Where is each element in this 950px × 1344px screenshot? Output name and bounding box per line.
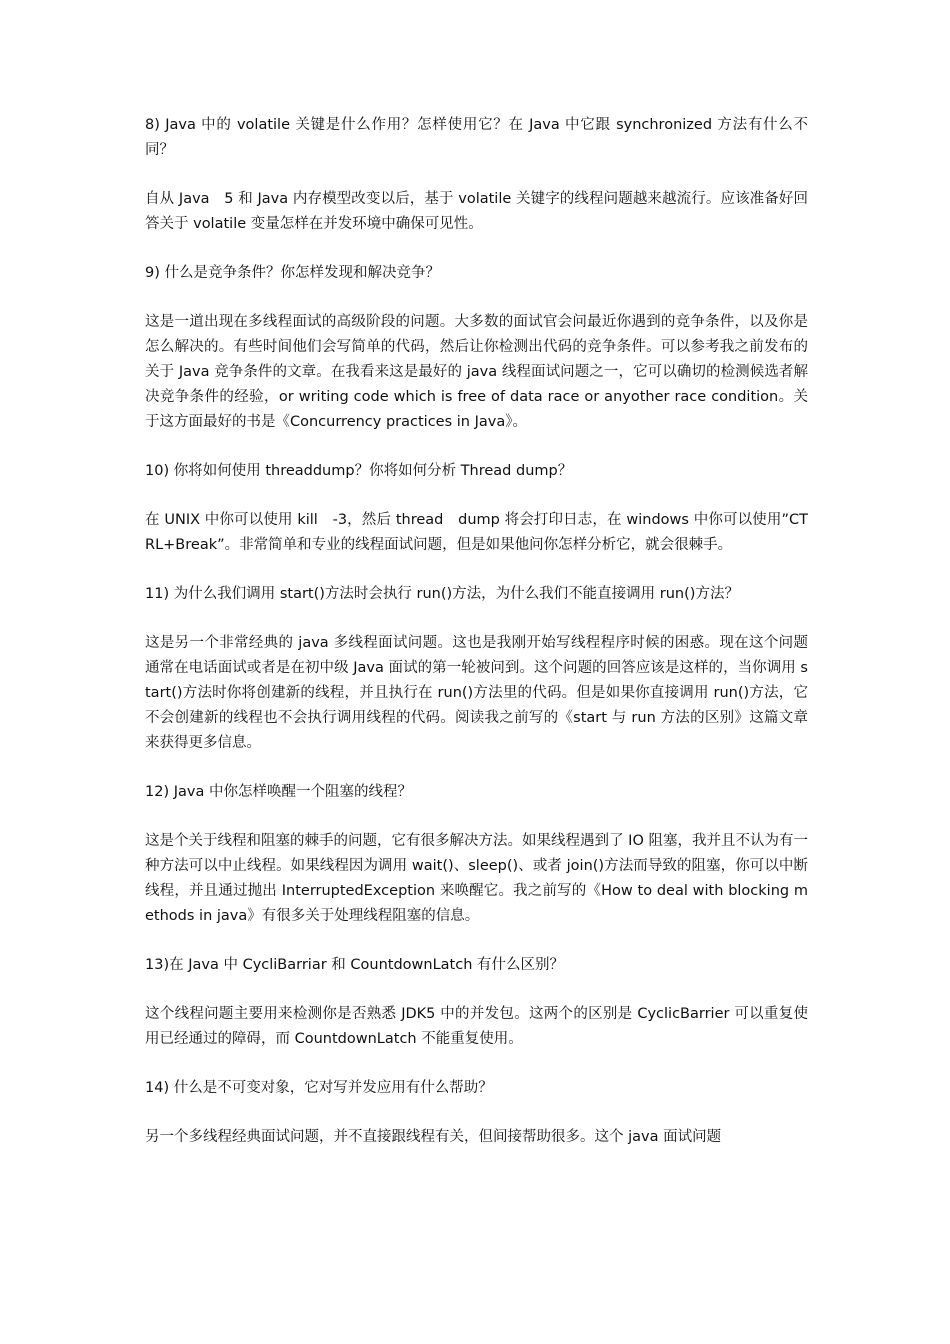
answer-11: 这是另一个非常经典的 java 多线程面试问题。这也是我刚开始写线程程序时候的困惑。现在这个问题通常在电话面试或者是在初中级 Java 面试的第一轮被问到。这个问题的回答应该是这样的，当你调用 start()方法时你将创建新的线程，并且执行在 run()方法里的代码。但是如果你直接调用 run()方法，它不会创建新的线程也不会执行调用线程的代码。阅读我之前写的《start 与 run 方法的区别》这篇文章来获得更多信息。 — [145, 635, 808, 751]
answer-13: 这个线程问题主要用来检测你是否熟悉 JDK5 中的并发包。这两个的区别是 CyclicBarrier 可以重复使用已经通过的障碍，而 CountdownLatch 不能重复使用。 — [145, 1006, 808, 1047]
question-11: 11) 为什么我们调用 start()方法时会执行 run()方法，为什么我们不能直接调用 run()方法？ — [145, 586, 739, 602]
question-8: 8) Java 中的 volatile 关键是什么作用？怎样使用它？在 Java 中它跟 synchronized 方法有什么不同？ — [145, 117, 808, 158]
answer-14: 另一个多线程经典面试问题，并不直接跟线程有关，但间接帮助很多。这个 java 面试问题 — [145, 1129, 722, 1145]
question-10: 10) 你将如何使用 threaddump？你将如何分析 Thread dump？ — [145, 463, 573, 479]
question-13: 13)在 Java 中 CycliBarriar 和 CountdownLatch 有什么区别？ — [145, 957, 564, 973]
question-12: 12) Java 中你怎样唤醒一个阻塞的线程？ — [145, 784, 412, 800]
document-body — [145, 113, 808, 1174]
answer-8: 自从 Java 5 和 Java 内存模型改变以后，基于 volatile 关键字的线程问题越来越流行。应该准备好回答关于 volatile 变量怎样在并发环境中确保可见性。 — [145, 191, 808, 232]
question-9: 9) 什么是竞争条件？你怎样发现和解决竞争？ — [145, 265, 440, 281]
question-14: 14) 什么是不可变对象，它对写并发应用有什么帮助？ — [145, 1080, 493, 1096]
answer-12: 这是个关于线程和阻塞的棘手的问题，它有很多解决方法。如果线程遇到了 IO 阻塞，我并且不认为有一种方法可以中止线程。如果线程因为调用 wait()、sleep()、或者 join()方法而导致的阻塞，你可以中断线程，并且通过抛出 InterruptedException 来唤醒它。我之前写的《How to deal with blocking methods in java》有很多关于处理线程阻塞的信息。 — [145, 833, 808, 924]
answer-10: 在 UNIX 中你可以使用 kill -3，然后 thread dump 将会打印日志，在 windows 中你可以使用”CTRL+Break”。非常简单和专业的线程面试问题，但是如果他问你怎样分析它，就会很棘手。 — [145, 512, 808, 553]
answer-9: 这是一道出现在多线程面试的高级阶段的问题。大多数的面试官会问最近你遇到的竞争条件，以及你是怎么解决的。有些时间他们会写简单的代码，然后让你检测出代码的竞争条件。可以参考我之前发布的关于 Java 竞争条件的文章。在我看来这是最好的 java 线程面试问题之一，它可以确切的检测候选者解决竞争条件的经验，or writing code which is free of data race or anyother race condition。关于这方面最好的书是《Concurrency practices in Java》。 — [145, 314, 808, 430]
